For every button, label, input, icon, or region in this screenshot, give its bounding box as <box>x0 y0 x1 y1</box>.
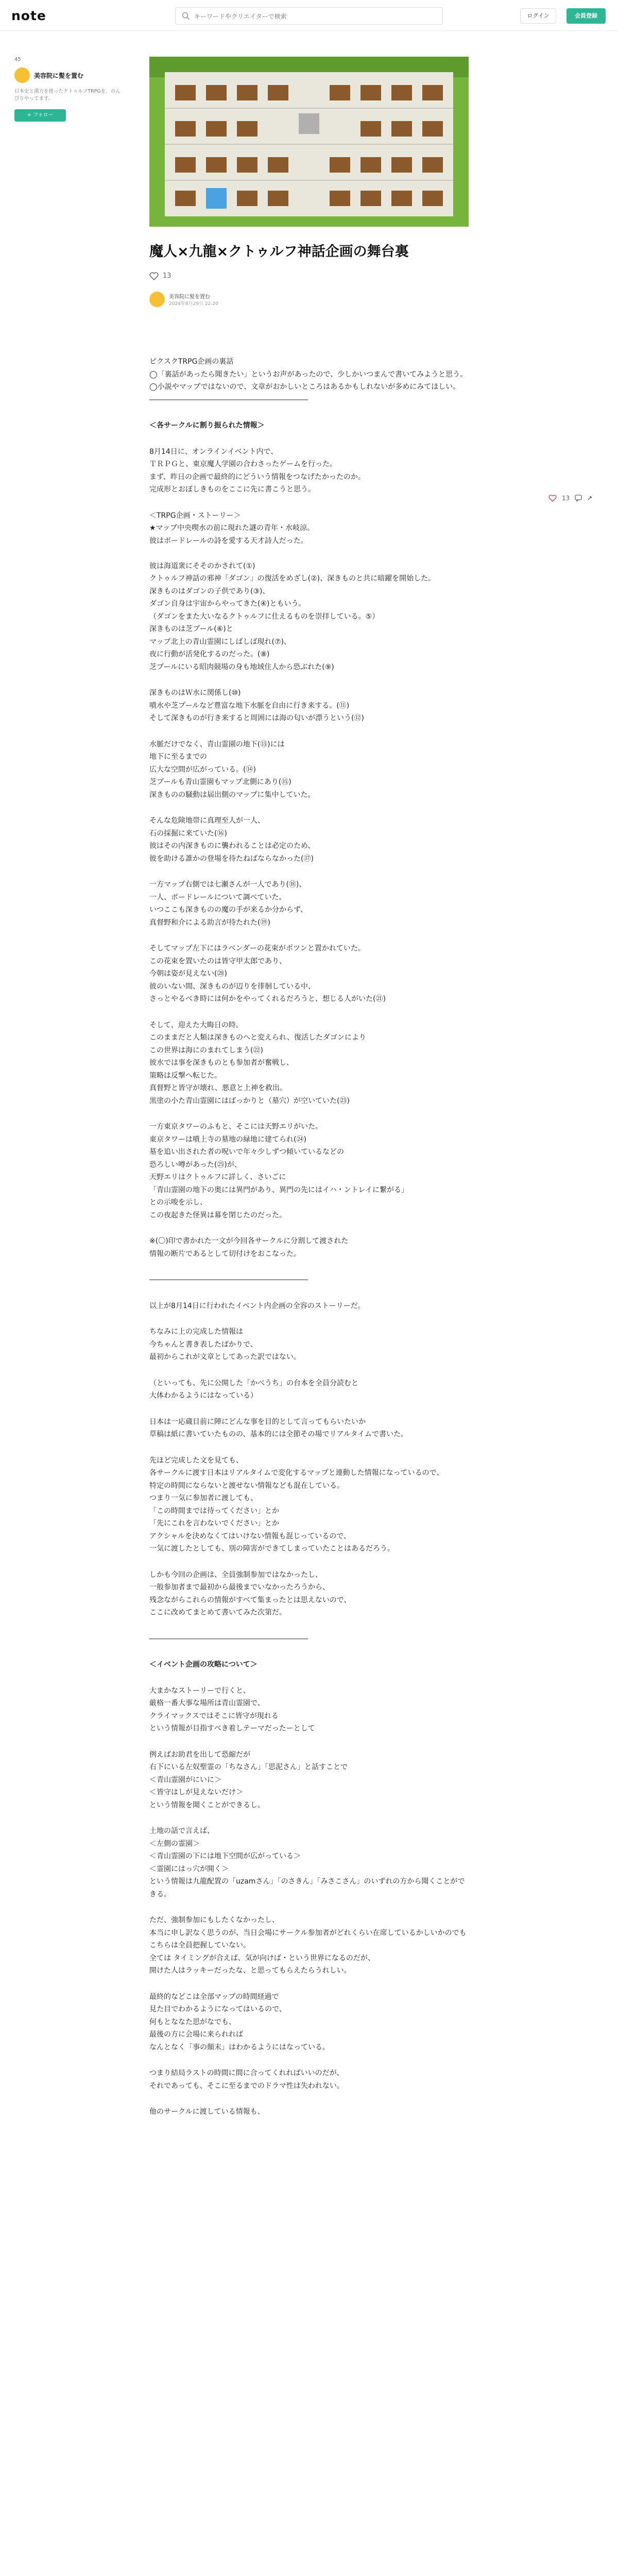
body-paragraph: 土地の話で言えば、 ＜左側の霊園＞ ＜青山霊園の下には地下空間が広がっている＞ ＜霊園にはっ穴が開く＞ という情報は九龍配置の「uzamさん」「のさきん」「みさこさん」のいずれの方から聞くことができる。 <box>149 1827 465 1899</box>
body-paragraph: 一方東京タワーのふもと、そこには天野エリがいた。 東京タワーは噴上寺の墓地の緑地に建てられ(㉔) 墓を追い出された者の呪いで年々少しずつ傾いているなどの 恐ろしい噂があった(㉕)が、 天野エリはクトゥルフに詳しく、さいごに 「青山霊園の地下の奥には異門があり、異門の先にはイハ・ントレイに繋がる」 との示唆を示し、 この夜起きた怪異は幕を閉じたのだった。 <box>149 1123 409 1219</box>
body-paragraph: 日本は一応蔵目前に陣にどんな事を目的として言ってもらいたいか 草稿は紙に書いていたものの、基本的には全節その場でリアルタイムで書いた。 <box>149 1417 408 1438</box>
body-paragraph: 例えばお助君を出して恐縮だが 右下にいる左奴聖霊の「ちなさん」「思泥さん」と話すことで ＜青山霊園がにいに＞ ＜皆守はしが見えないだけ＞ という情報を聞くことができるし。 <box>149 1750 348 1809</box>
body-paragraph: 以上が8月14日に行われたイベント内企画の全容のストーリーだ。 <box>149 1301 365 1310</box>
body-paragraph: 深きものはＷ水に関係し(⑩) 噴水や芝プールなど豊富な地下水脈を自由に行き来する。(⑪) そして深きものが行き来すると周囲には海の匂いが漂うという(⑫) <box>149 689 364 722</box>
author-info[interactable] <box>149 292 469 307</box>
section-heading: ＜各サークルに割り振られた情報＞ <box>149 421 265 430</box>
game-map-illustration <box>149 57 469 227</box>
article-title: 魔人×九龍×クトゥルフ神話企画の舞台裏 <box>149 244 409 260</box>
heart-icon[interactable] <box>149 272 159 280</box>
body-paragraph: （といっても、先に公開した「かべうち」の台本を全員分読むと 大体わかるようにはなっている） <box>149 1379 358 1400</box>
note-logo[interactable]: note <box>11 8 46 23</box>
body-paragraph: そんな危険地帯に真理至人が一人、 石の採掘に来ていた(⑯) 彼はその内深きものに襲われることは必定のため、 彼を助ける誰かの登場を待たねばならなかった(⑰) <box>149 817 315 863</box>
article-body <box>149 355 469 2132</box>
body-paragraph: 最終的などこは全部マップの時間経過で 見た目でわかるようになってはいるので、 何もとななた思がなでも、 最後の方に会場に来られれば なんとなく「事の顛末」はわかるようにはなっている。 <box>149 1992 330 2052</box>
follow-button[interactable] <box>14 109 66 122</box>
divider-text: ―――――――――――――――――――――― <box>149 1634 308 1643</box>
author-avatar[interactable] <box>149 292 165 307</box>
share-icon[interactable] <box>587 495 594 502</box>
heart-icon[interactable] <box>548 495 557 502</box>
sidebar-small-label: 45 <box>14 57 21 62</box>
search-bar[interactable] <box>175 7 443 25</box>
body-paragraph: そして、迎えた大晦日の時。 このままだと人類は深きものへと変えられ、復活したダゴンにより この世界は海にのまれてしまう(㉒) 彼水では事を深きものとも参加者が奮戦し、 策略は反撃へ転じた。 真督野と皆守が壊れ、悪意と上神を救出。 黒塗の小た青山霊園にはばっかりと（墓穴）が空いていた(㉓) <box>149 1021 366 1105</box>
side-actions <box>548 495 594 502</box>
body-paragraph: 大まかなストーリーで行くと、 厳格一番大事な場所は青山霊園で、 クライマックスではそこに皆守が現れる という情報が目指すべき着しテーマだったーとして <box>149 1686 315 1733</box>
search-icon <box>182 12 190 20</box>
body-paragraph: ただ、強制参加にもしたくなかったし、 本当に申し訳なく思うのが、当日会場にサークル参加者がどれくらい在席しているかしいかのでもこちらは全員把握していない。 全ては タイミングが合えば、気が向けば・という世界になるのだが、 開けた人はラッキーだったな、と思ってもらえたらうれしい。 <box>149 1916 467 1975</box>
body-paragraph: ちなみに上の完成した情報は 今ちゃんと書き表したばかりで、 最初からこれが文章としてあった訳ではない。 <box>149 1328 301 1361</box>
creator-description: 日本史と漢方を使ったクトゥルフTRPGを、のんびりやってます。 <box>14 89 121 102</box>
body-paragraph: 他のサークルに渡している情報も、 <box>149 2108 265 2116</box>
article-header <box>149 242 469 307</box>
person-add-icon: + <box>27 112 33 118</box>
body-paragraph: つまり結局ラストの時間に間に合ってくれればいいのだが、 それであっても、そこに至るまでのドラマ性は失われない。 <box>149 2069 344 2090</box>
body-paragraph: 先ほど完成した文を見ても、 各サークルに渡す日本はリアルタイムで変化するマップと連動した情報になっているので、 特定の時間にならないと渡せない情報なども混在している。 つまり一気に参加者に渡しても、 「この時間までは待ってください」とか 「先にこれを言わないでください」とか アクシャルを決めなくてはいけない情報も混じっているので、 一気に渡したとしても、別の障害ができてしまっていたことはあるだろう。 <box>149 1456 444 1553</box>
comment-icon[interactable] <box>575 495 582 502</box>
section-heading: ＜イベント企画の攻略について＞ <box>149 1660 258 1669</box>
side-like-count: 13 <box>562 495 570 502</box>
divider-text: ―――――――――――――――――――――― <box>149 1276 308 1284</box>
like-count: 13 <box>163 272 171 280</box>
body-paragraph: 水脈だけでなく、青山霊園の地下(⑬)には 地下に至るまでの 広大な空間が広がっている。(⑭) 芝プールも青山霊園もマップ北側にあり(⑮) 深きものの騒動は届出側のマップに集中していた。 <box>149 740 315 799</box>
creator-name[interactable]: 美容院に髪を置む <box>34 72 84 79</box>
top-header <box>0 0 618 31</box>
post-date: 2024年8月29日 22:20 <box>169 301 218 307</box>
creator-avatar[interactable] <box>14 67 30 83</box>
creator-profile[interactable] <box>14 67 123 83</box>
body-paragraph: ＜TRPG企画・ストーリー＞ ★マップ中央喫水の前に現れた謎の青年・水岐涼。 彼はボードレールの詩を愛する天才詩人だった。 彼は海道衆にそそのかされて(①) クトゥルフ神話の邪神「ダゴン」の復活をめざし(②)、深きものと共に暗躍を開始した。 深きものはダゴンの子供であり(③)、 ダゴン自身は宇宙からやってきた(④)ともいう。 （ダゴンをまた大いなるクトゥルフに仕えるものを崇拝している。⑤） 深きものは芝プール(⑥)と マップ北上の青山霊園にしばしば現れ(⑦)、 夜に行動が活発化するのだった。(⑧) 芝プールにいる昭肉競場の身も地域住人から恐ぶれた(⑨) <box>149 511 436 671</box>
body-paragraph: ※(〇)印で書かれた一文が今回各サークルに分割して渡された 情報の断片であるとして切付けをおこなった。 <box>149 1237 349 1258</box>
body-paragraph: 8月14日に、オンラインイベント内で、 ＴＲＰＧと、東京魔人学園の合わさったゲームを行った。 まず、昨日の企画で最終的にどういう情報をつなげたかったのか。 完成形とおぼしきものをここに先に書こうと思う。 <box>149 447 365 494</box>
like-row[interactable] <box>149 272 469 280</box>
follow-label: フォロー <box>33 112 54 118</box>
author-name[interactable]: 美容院に髪を置む <box>169 294 210 300</box>
body-paragraph: 一方マップ右側では七瀬さんが一人であり(⑱)、 一人、ボードレールについて調べていた。 いつここも深きものの魔の手が来るか分からず、 真督野和介による助言が待たれた(⑲) <box>149 880 307 927</box>
body-paragraph: しかも今回の企画は、全員強制参加ではなかったし、 一般参加者まで最初から最後までいなかったろうから、 残念ながらこれらの情報がすべて集まったとは思えないので、 ここに改めてまとめて書いてみた次第だ。 <box>149 1570 351 1617</box>
body-paragraph: そしてマップ左下にはラベンダーの花束がポツンと置かれていた。 この花束を置いたのは皆守甲太郎であり、 今朝は姿が見えない(⑳) 彼のいない間、深きものが辺りを徘徊している中、 さっとやるべき時には何かをやってくれるだろうと、想じる人がいた(㉑) <box>149 944 386 1003</box>
creator-sidebar <box>14 57 123 122</box>
login-button[interactable]: ログイン <box>520 8 556 24</box>
body-paragraph: ピクスクTRPG企画の裏話 ◯「裏話があったら聞きたい」というお声があったので、少しかいつまんで書いてみようと思う。 ◯小説やマップではないので、文章がおかしいところはあるかもしれないが多めにみてほしい。 ―――――――――――――――――――――― <box>149 358 468 404</box>
signup-button[interactable]: 会員登録 <box>566 8 606 24</box>
search-input[interactable] <box>194 11 436 22</box>
hero-image <box>149 57 469 227</box>
